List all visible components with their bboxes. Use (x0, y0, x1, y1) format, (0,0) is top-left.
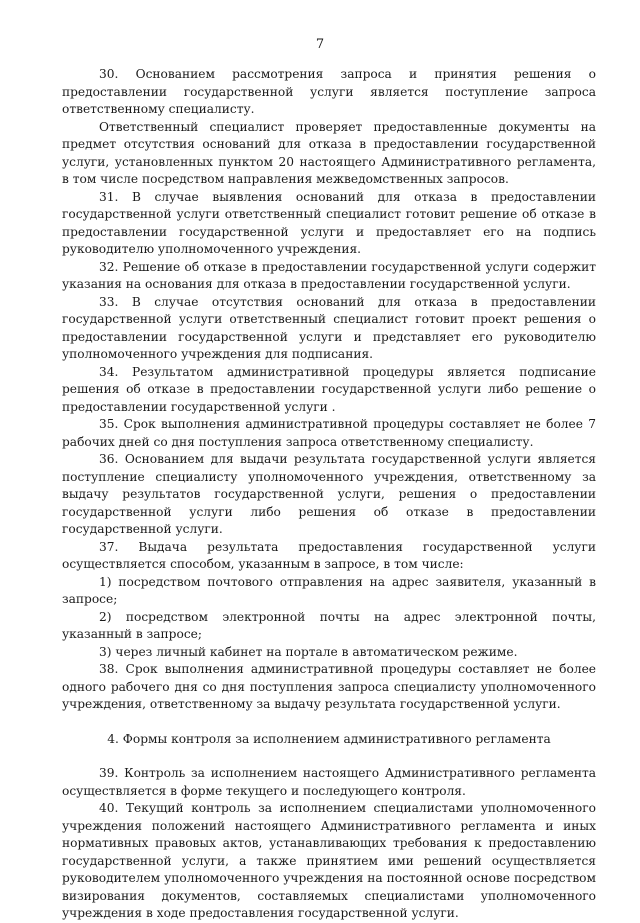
list-item-3: 3) через личный кабинет на портале в автоматическом режиме. (99, 644, 518, 659)
paragraph-30: 30. Основанием рассмотрения запроса и принятия решения о предоставлении государственной услуги является поступление запроса ответственному специалисту. (62, 67, 596, 116)
paragraph-34: 34. Результатом административной процедуры является подписание решения об отказе в предоставлении государственной услуги либо решение о предоставлении государственной услуги . (62, 364, 596, 414)
list-item-2: 2) посредством электронной почты на адрес электронной почты, указанный в запросе; (62, 609, 596, 641)
paragraph-38: 38. Срок выполнения административной процедуры составляет не более одного рабочего дня со дня поступления запроса специалисту уполномоченного учреждения, ответственному за выдачу результата государственной услуги. (62, 662, 596, 711)
paragraph-32: 32. Решение об отказе в предоставлении государственной услуги содержит указания на основания для отказа в предоставлении государственной услуги. (62, 259, 596, 291)
paragraph-40: 40. Текущий контроль за исполнением специалистами уполномоченного учреждения положений настоящего Административного регламента и иных нормативных правовых актов, устанавливающих требования к предоставлению государственной услуги, а также принятием ими решений осуществляется руководителем уполномоченного учреждения на постоянной основе посредством визирования документов, составляемых специалистами уполномоченного учреждения в ходе предоставления государственной услуги. (62, 801, 596, 920)
paragraph-33: 33. В случае отсутствия оснований для отказа в предоставлении государственной услуги ответственный специалист готовит проект решения о предоставлении государственной услуги и представляет его руководителю уполномоченного учреждения для подписания. (62, 294, 596, 361)
list-item-1: 1) посредством почтового отправления на адрес заявителя, указанный в запросе; (62, 574, 596, 606)
paragraph-31: 31. В случае выявления оснований для отказа в предоставлении государственной услуги ответственный специалист готовит решение об отказе в предоставлении государственной услуги и предоставляет его на подпись руководителю уполномоченного учреждения. (62, 189, 596, 256)
paragraph-35: 35. Срок выполнения административной процедуры составляет не более 7 рабочих дней со дня поступления запроса ответственному специалисту. (62, 417, 596, 449)
paragraph-37: 37. Выдача результата предоставления государственной услуги осуществляется способом, указанным в запросе, в том числе: (62, 539, 596, 571)
paragraph-30-check: Ответственный специалист проверяет предоставленные документы на предмет отсутствия оснований для отказа в предоставлении государственной услуги, установленных пунктом 20 настоящего Административного регламента, в том числе посредством направления межведомственных запросов. (62, 119, 596, 186)
paragraph-39: 39. Контроль за исполнением настоящего Административного регламента осуществляется в форме текущего и последующего контроля. (62, 766, 596, 798)
section-heading: 4. Формы контроля за исполнением административного регламента (107, 731, 551, 746)
page-number: 7 (315, 37, 325, 52)
paragraph-36: 36. Основанием для выдачи результата государственной услуги является поступление специалисту уполномоченного учреждения, ответственному за выдачу результатов государственной услуги, решения о предоставлении государственной услуги либо решения об отказе в предоставлении государственной услуги. (62, 452, 596, 536)
document-body (62, 66, 596, 923)
